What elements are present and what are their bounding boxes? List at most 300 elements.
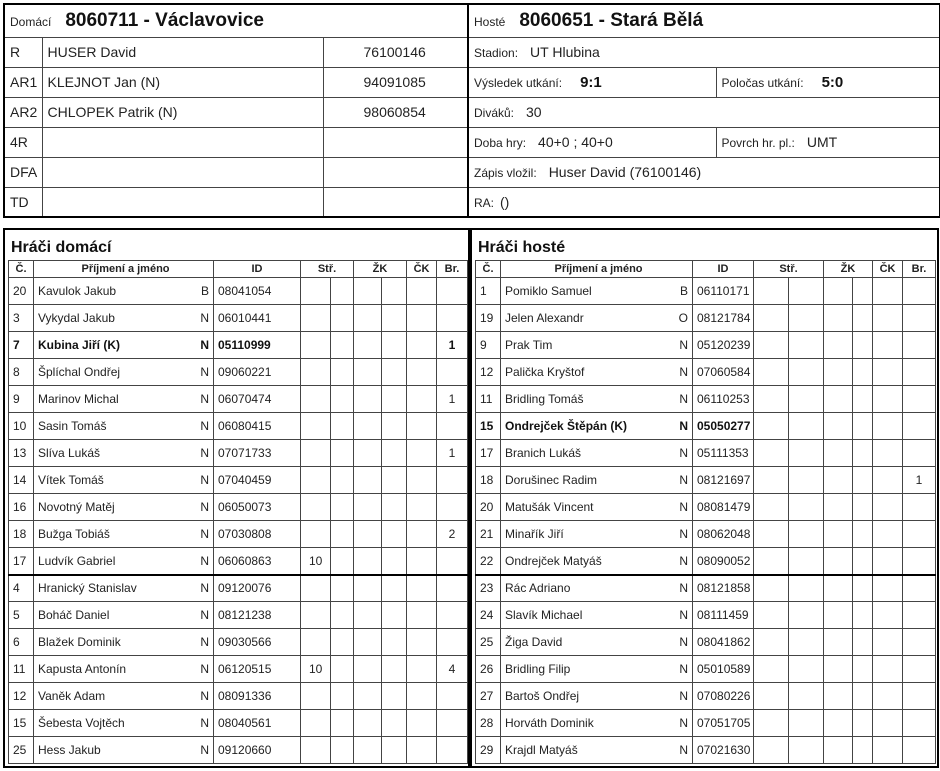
official-role: 4R [4,127,42,157]
player-row [476,548,936,575]
player-id: 05010589 [693,656,754,683]
player-position: N [666,548,693,575]
player-yellow-card [824,440,853,467]
player-number: 11 [9,656,34,683]
player-row [9,548,468,575]
player-number: 12 [476,359,501,386]
player-red-card [407,602,437,629]
player-row [476,413,936,440]
player-own-goals [903,656,936,683]
player-name: Kapusta Antonín [34,656,184,683]
player-own-goals [903,305,936,332]
duration-label: Doba hry: [474,136,527,150]
player-own-goals [437,278,468,305]
player-goals [301,440,331,467]
player-name: Kubina Jiří (K) [34,332,184,359]
official-role: R [4,37,42,67]
player-red-card [407,359,437,386]
player-id: 08040561 [214,710,301,737]
player-id: 09030566 [214,629,301,656]
player-id: 05111353 [693,440,754,467]
player-red-card [873,575,903,602]
player-yellow-card-2 [853,629,873,656]
player-own-goals [903,710,936,737]
player-position: N [184,710,214,737]
player-goals [301,332,331,359]
player-row [476,386,936,413]
player-position: B [666,278,693,305]
player-id: 08091336 [214,683,301,710]
player-row [476,629,936,656]
player-yellow-card [354,710,382,737]
player-yellow-card [354,575,382,602]
player-goals [754,278,789,305]
player-goals-extra [331,494,354,521]
player-name: Minařík Jiří [501,521,666,548]
player-position: B [184,278,214,305]
player-number: 1 [476,278,501,305]
player-number: 6 [9,629,34,656]
player-goals-extra [789,467,824,494]
player-yellow-card [354,386,382,413]
player-position: N [184,386,214,413]
surface-value: UMT [806,134,838,150]
player-yellow-card-2 [382,602,407,629]
player-row [476,467,936,494]
player-row [9,656,468,683]
player-position: O [666,305,693,332]
player-position: N [184,494,214,521]
player-yellow-card-2 [382,467,407,494]
player-goals-extra [789,278,824,305]
stadium-value: UT Hlubina [530,44,600,60]
player-yellow-card [354,467,382,494]
player-name: Branich Lukáš [501,440,666,467]
col-goals: Stř. [301,261,354,278]
player-yellow-card-2 [382,332,407,359]
player-goals [301,467,331,494]
player-yellow-card-2 [853,521,873,548]
player-number: 13 [9,440,34,467]
player-position: N [184,440,214,467]
player-goals [754,386,789,413]
player-own-goals: 1 [903,467,936,494]
player-goals [754,467,789,494]
player-goals [301,386,331,413]
player-id: 08111459 [693,602,754,629]
player-goals [754,548,789,575]
home-label: Domácí [10,14,52,29]
player-yellow-card-2 [853,575,873,602]
player-name: Bridling Tomáš [501,386,666,413]
player-name: Slíva Lukáš [34,440,184,467]
spectators-value: 30 [526,104,542,120]
player-yellow-card [354,683,382,710]
player-own-goals: 1 [437,386,468,413]
player-id: 06050073 [214,494,301,521]
player-goals-extra [331,521,354,548]
player-goals [754,710,789,737]
player-name: Novotný Matěj [34,494,184,521]
player-goals-extra [331,467,354,494]
player-goals-extra [789,575,824,602]
player-yellow-card [824,521,853,548]
player-goals-extra [789,629,824,656]
player-number: 15 [476,413,501,440]
player-yellow-card [824,737,853,764]
player-yellow-card [824,278,853,305]
player-goals [754,629,789,656]
player-own-goals [437,548,468,575]
player-goals: 10 [301,548,331,575]
away-players-table [475,260,936,764]
away-team-name: 8060651 - Stará Bělá [519,9,704,31]
player-id: 06060863 [214,548,301,575]
player-position: N [184,332,214,359]
player-red-card [873,548,903,575]
col-name: Příjmení a jméno [501,261,693,278]
player-position: N [666,575,693,602]
official-name [42,157,323,187]
col-red: ČK [873,261,903,278]
home-team-cell [4,4,468,37]
player-own-goals [903,440,936,467]
player-position: N [184,683,214,710]
player-number: 5 [9,602,34,629]
player-number: 26 [476,656,501,683]
player-position: N [184,467,214,494]
player-number: 19 [476,305,501,332]
player-own-goals [903,521,936,548]
player-row [9,494,468,521]
official-role: AR2 [4,97,42,127]
player-yellow-card-2 [382,737,407,764]
player-name: Bridling Filip [501,656,666,683]
player-goals-extra [331,710,354,737]
player-own-goals [437,710,468,737]
player-red-card [407,386,437,413]
player-yellow-card [824,710,853,737]
player-number: 9 [476,332,501,359]
player-number: 12 [9,683,34,710]
player-yellow-card [824,548,853,575]
official-name [42,127,323,157]
player-id: 06110171 [693,278,754,305]
player-name: Vykydal Jakub [34,305,184,332]
player-row [476,359,936,386]
player-row [476,683,936,710]
official-id: 76100146 [323,37,468,67]
player-yellow-card [354,602,382,629]
home-team-name: 8060711 - Václavovice [65,9,264,31]
player-goals [754,359,789,386]
player-own-goals [903,278,936,305]
player-red-card [873,305,903,332]
player-name: Dorušinec Radim [501,467,666,494]
player-id: 05050277 [693,413,754,440]
player-id: 07051705 [693,710,754,737]
player-name: Ludvík Gabriel [34,548,184,575]
player-row [476,710,936,737]
player-goals [754,521,789,548]
player-id: 08121697 [693,467,754,494]
player-own-goals [437,683,468,710]
player-yellow-card [354,737,382,764]
player-goals-extra [331,332,354,359]
player-own-goals [903,575,936,602]
player-number: 18 [9,521,34,548]
player-position: N [184,413,214,440]
player-number: 17 [9,548,34,575]
entered-by-cell [468,157,940,187]
player-goals [754,602,789,629]
player-id: 05120239 [693,332,754,359]
ra-label: RA: [474,195,495,210]
player-number: 25 [9,737,34,764]
player-position: N [666,440,693,467]
player-position: N [666,494,693,521]
player-id: 06070474 [214,386,301,413]
player-row [476,521,936,548]
player-own-goals: 1 [437,440,468,467]
result-value: 9:1 [580,73,602,91]
player-id: 06120515 [214,656,301,683]
duration-value: 40+0 ; 40+0 [538,134,613,150]
player-goals [754,440,789,467]
player-yellow-card-2 [853,305,873,332]
player-row [476,602,936,629]
player-position: N [666,602,693,629]
player-id: 09120660 [214,737,301,764]
player-row [476,332,936,359]
entered-by-label: Zápis vložil: [474,166,537,180]
player-red-card [407,710,437,737]
player-row [9,575,468,602]
player-yellow-card-2 [853,737,873,764]
player-position: N [666,629,693,656]
player-goals: 10 [301,656,331,683]
player-goals [301,494,331,521]
player-row [9,737,468,764]
player-name: Horváth Dominik [501,710,666,737]
player-goals-extra [789,440,824,467]
player-name: Palička Kryštof [501,359,666,386]
player-red-card [873,359,903,386]
player-goals-extra [789,602,824,629]
entered-by-value: Huser David (76100146) [548,164,702,180]
surface-label: Povrch hr. pl.: [721,136,795,150]
player-yellow-card [824,386,853,413]
player-id: 06080415 [214,413,301,440]
player-name: Jelen Alexandr [501,305,666,332]
player-yellow-card [354,305,382,332]
match-header [3,3,940,218]
player-yellow-card-2 [382,278,407,305]
halftime-label: Poločas utkání: [721,75,804,90]
player-goals-extra [789,359,824,386]
player-red-card [873,710,903,737]
player-goals [754,737,789,764]
player-red-card [407,629,437,656]
official-name: CHLOPEK Patrik (N) [42,97,323,127]
player-goals [754,305,789,332]
player-position: N [184,629,214,656]
player-name: Marinov Michal [34,386,184,413]
player-row [476,440,936,467]
player-goals-extra [789,737,824,764]
player-red-card [407,575,437,602]
player-name: Ondrejček Štěpán (K) [501,413,666,440]
player-red-card [873,467,903,494]
player-row [9,359,468,386]
player-goals-extra [789,548,824,575]
player-goals-extra [331,413,354,440]
player-yellow-card [824,332,853,359]
player-id: 09060221 [214,359,301,386]
home-players-panel [3,228,470,768]
player-yellow-card-2 [853,440,873,467]
player-own-goals [903,332,936,359]
player-red-card [873,278,903,305]
player-row [476,656,936,683]
player-yellow-card-2 [382,359,407,386]
player-position: N [666,359,693,386]
player-position: N [184,602,214,629]
player-own-goals [437,413,468,440]
halftime-value: 5:0 [821,73,844,91]
player-number: 7 [9,332,34,359]
player-number: 28 [476,710,501,737]
away-label: Hosté [474,14,506,29]
player-goals [301,278,331,305]
player-row [9,305,468,332]
player-yellow-card-2 [853,656,873,683]
player-id: 07080226 [693,683,754,710]
player-yellow-card-2 [382,521,407,548]
player-yellow-card [824,629,853,656]
player-row [9,386,468,413]
official-role: TD [4,187,42,217]
player-yellow-card-2 [853,548,873,575]
player-goals [301,359,331,386]
player-own-goals [437,737,468,764]
player-red-card [873,494,903,521]
player-id: 08081479 [693,494,754,521]
player-yellow-card [354,494,382,521]
player-number: 15 [9,710,34,737]
player-yellow-card [824,467,853,494]
player-goals-extra [331,602,354,629]
player-yellow-card-2 [853,683,873,710]
player-id: 08121238 [214,602,301,629]
player-name: Šebesta Vojtěch [34,710,184,737]
player-name: Krajdl Matyáš [501,737,666,764]
player-yellow-card-2 [382,548,407,575]
player-goals-extra [789,494,824,521]
player-goals-extra [331,440,354,467]
player-red-card [407,413,437,440]
player-position: N [666,737,693,764]
player-number: 9 [9,386,34,413]
player-position: N [184,305,214,332]
player-yellow-card [354,521,382,548]
player-goals-extra [331,278,354,305]
player-goals-extra [331,305,354,332]
player-name: Prak Tim [501,332,666,359]
player-number: 10 [9,413,34,440]
player-name: Šplíchal Ondřej [34,359,184,386]
player-name: Slavík Michael [501,602,666,629]
player-red-card [407,521,437,548]
player-goals [754,494,789,521]
player-name: Boháč Daniel [34,602,184,629]
player-own-goals [903,413,936,440]
player-goals-extra [789,386,824,413]
player-number: 11 [476,386,501,413]
player-yellow-card-2 [853,413,873,440]
player-position: N [666,413,693,440]
player-id: 08041862 [693,629,754,656]
player-goals [301,710,331,737]
player-yellow-card [354,278,382,305]
player-yellow-card [824,575,853,602]
player-own-goals [903,548,936,575]
player-yellow-card-2 [853,278,873,305]
player-goals-extra [331,359,354,386]
player-yellow-card-2 [382,656,407,683]
player-yellow-card [354,359,382,386]
player-number: 24 [476,602,501,629]
player-id: 06010441 [214,305,301,332]
player-own-goals: 1 [437,332,468,359]
spectators-cell [468,97,940,127]
player-own-goals: 4 [437,656,468,683]
player-own-goals [437,494,468,521]
player-row [9,521,468,548]
player-red-card [873,413,903,440]
player-position: N [184,521,214,548]
player-yellow-card-2 [382,575,407,602]
player-red-card [407,494,437,521]
official-name: HUSER David [42,37,323,67]
result-label: Výsledek utkání: [474,75,563,90]
player-goals-extra [331,629,354,656]
player-own-goals [903,602,936,629]
player-yellow-card-2 [853,602,873,629]
official-role: DFA [4,157,42,187]
player-name: Vaněk Adam [34,683,184,710]
player-goals [301,602,331,629]
stadium-cell [468,37,940,67]
player-red-card [873,656,903,683]
player-row [9,332,468,359]
player-yellow-card-2 [382,305,407,332]
player-red-card [407,683,437,710]
player-position: N [184,359,214,386]
player-red-card [873,332,903,359]
player-row [476,494,936,521]
player-red-card [873,521,903,548]
player-id: 05110999 [214,332,301,359]
player-number: 18 [476,467,501,494]
duration-cell [468,127,716,157]
player-red-card [407,737,437,764]
player-number: 23 [476,575,501,602]
player-red-card [873,386,903,413]
player-red-card [873,602,903,629]
player-position: N [184,656,214,683]
player-goals-extra [331,737,354,764]
